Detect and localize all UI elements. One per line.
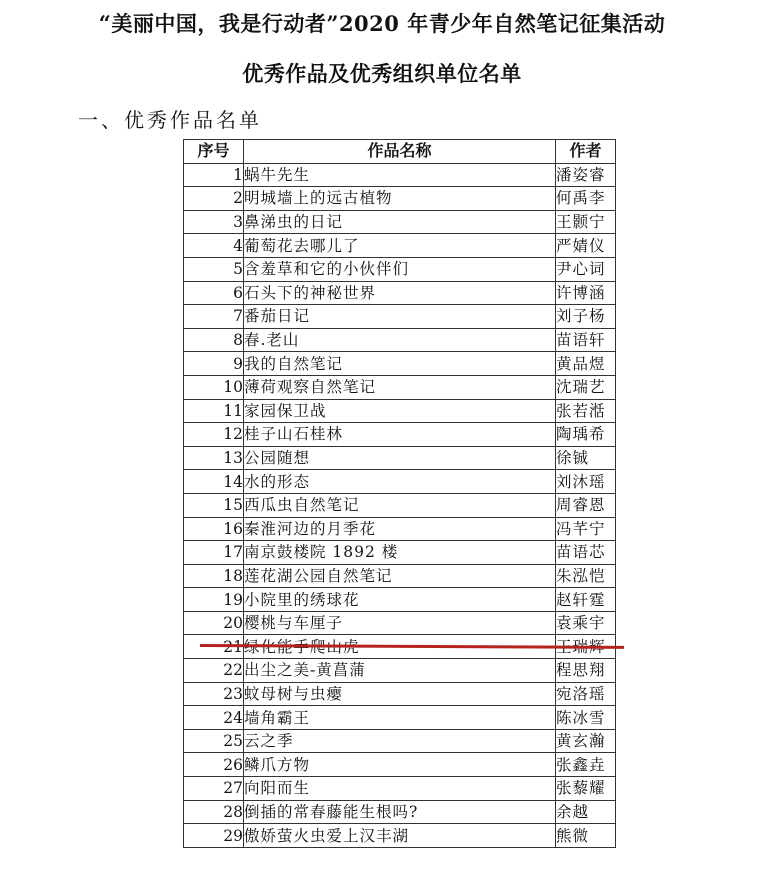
row-number: 16: [184, 517, 244, 541]
author-name: 尹心词: [556, 257, 616, 281]
work-title: 明城墙上的远古植物: [244, 187, 556, 211]
header-author: 作者: [556, 140, 616, 164]
work-title: 鼻涕虫的日记: [244, 210, 556, 234]
work-title: 鳞爪方物: [244, 753, 556, 777]
work-title: 春.老山: [244, 328, 556, 352]
row-number: 5: [184, 257, 244, 281]
author-name: 黄品煜: [556, 352, 616, 376]
row-number: 10: [184, 375, 244, 399]
table-row: [184, 257, 616, 281]
author-name: 王瑞辉: [556, 635, 616, 659]
author-name: 袁乘宇: [556, 611, 616, 635]
table-row: [184, 446, 616, 470]
row-number: 21: [184, 635, 244, 659]
work-title: 倒插的常春藤能生根吗?: [244, 800, 556, 824]
table-row: [184, 611, 616, 635]
row-number: 12: [184, 423, 244, 447]
header-work-title: 作品名称: [244, 140, 556, 164]
work-title: 樱桃与车厘子: [244, 611, 556, 635]
row-number: 19: [184, 588, 244, 612]
row-number: 1: [184, 163, 244, 187]
table-row: [184, 659, 616, 683]
work-title: 绿化能手爬山虎: [244, 635, 556, 659]
table-row: [184, 517, 616, 541]
table-row: [184, 305, 616, 329]
work-title: 含羞草和它的小伙伴们: [244, 257, 556, 281]
header-number: 序号: [184, 140, 244, 164]
table-row: [184, 281, 616, 305]
row-number: 27: [184, 777, 244, 801]
table-row: [184, 470, 616, 494]
table-row: [184, 234, 616, 258]
row-number: 22: [184, 659, 244, 683]
author-name: 陶瑀希: [556, 423, 616, 447]
work-title: 莲花湖公园自然笔记: [244, 564, 556, 588]
row-number: 2: [184, 187, 244, 211]
author-name: 熊微: [556, 824, 616, 848]
table-body: [184, 163, 616, 847]
work-title: 傲娇萤火虫爱上汉丰湖: [244, 824, 556, 848]
work-title: 公园随想: [244, 446, 556, 470]
author-name: 陈冰雪: [556, 706, 616, 730]
author-name: 张鑫垚: [556, 753, 616, 777]
row-number: 23: [184, 682, 244, 706]
row-number: 29: [184, 824, 244, 848]
table-row: [184, 423, 616, 447]
work-title: 我的自然笔记: [244, 352, 556, 376]
row-number: 9: [184, 352, 244, 376]
work-title: 秦淮河边的月季花: [244, 517, 556, 541]
table-row: [184, 541, 616, 565]
author-name: 周睿恩: [556, 493, 616, 517]
table-row: [184, 328, 616, 352]
work-title: 家园保卫战: [244, 399, 556, 423]
work-title: 小院里的绣球花: [244, 588, 556, 612]
author-name: 余越: [556, 800, 616, 824]
table-row: [184, 588, 616, 612]
author-name: 苗语轩: [556, 328, 616, 352]
row-number: 25: [184, 729, 244, 753]
author-name: 王颢宁: [556, 210, 616, 234]
table-row: [184, 564, 616, 588]
table-row: [184, 800, 616, 824]
document-title-line2: 优秀作品及优秀组织单位名单: [242, 61, 522, 86]
work-title: 向阳而生: [244, 777, 556, 801]
work-title: 石头下的神秘世界: [244, 281, 556, 305]
row-number: 6: [184, 281, 244, 305]
work-title: 桂子山石桂林: [244, 423, 556, 447]
row-number: 11: [184, 399, 244, 423]
row-number: 7: [184, 305, 244, 329]
author-name: 刘沐瑶: [556, 470, 616, 494]
author-name: 赵轩霆: [556, 588, 616, 612]
author-name: 苗语芯: [556, 541, 616, 565]
row-number: 28: [184, 800, 244, 824]
row-number: 20: [184, 611, 244, 635]
work-title: 水的形态: [244, 470, 556, 494]
table-row: [184, 753, 616, 777]
row-number: 4: [184, 234, 244, 258]
work-title: 蚊母树与虫瘿: [244, 682, 556, 706]
table-row: [184, 352, 616, 376]
author-name: 严婧仪: [556, 234, 616, 258]
author-name: 宛洛瑶: [556, 682, 616, 706]
table-row: [184, 824, 616, 848]
table-header-row: [184, 140, 616, 164]
table-row: [184, 187, 616, 211]
work-title: 蜗牛先生: [244, 163, 556, 187]
row-number: 17: [184, 541, 244, 565]
row-number: 8: [184, 328, 244, 352]
table-row: [184, 682, 616, 706]
author-name: 朱泓恺: [556, 564, 616, 588]
author-name: 黄玄瀚: [556, 729, 616, 753]
table-row: [184, 777, 616, 801]
author-name: 许博涵: [556, 281, 616, 305]
author-name: 潘姿睿: [556, 163, 616, 187]
table-row: [184, 375, 616, 399]
row-number: 26: [184, 753, 244, 777]
row-number: 24: [184, 706, 244, 730]
row-number: 13: [184, 446, 244, 470]
work-title: 墙角霸王: [244, 706, 556, 730]
author-name: 张藜耀: [556, 777, 616, 801]
author-name: 刘子杨: [556, 305, 616, 329]
table-row: [184, 729, 616, 753]
author-name: 冯芊宁: [556, 517, 616, 541]
document-title-line1: “美丽中国，我是行动者”2020 年青少年自然笔记征集活动: [98, 11, 666, 36]
works-table: [183, 139, 616, 848]
work-title: 番茄日记: [244, 305, 556, 329]
work-title: 薄荷观察自然笔记: [244, 375, 556, 399]
author-name: 张若湉: [556, 399, 616, 423]
row-number: 15: [184, 493, 244, 517]
table-row: [184, 493, 616, 517]
work-title: 南京鼓楼院 1892 楼: [244, 541, 556, 565]
row-number: 3: [184, 210, 244, 234]
author-name: 徐铖: [556, 446, 616, 470]
row-number: 18: [184, 564, 244, 588]
work-title: 西瓜虫自然笔记: [244, 493, 556, 517]
work-title: 出尘之美-黄菖蒲: [244, 659, 556, 683]
author-name: 程思翔: [556, 659, 616, 683]
table-row: [184, 210, 616, 234]
section-heading: 一、优秀作品名单: [78, 108, 262, 132]
table-row: [184, 399, 616, 423]
work-title: 云之季: [244, 729, 556, 753]
row-number: 14: [184, 470, 244, 494]
work-title: 葡萄花去哪儿了: [244, 234, 556, 258]
table-row: [184, 163, 616, 187]
table-row: [184, 706, 616, 730]
author-name: 沈瑞艺: [556, 375, 616, 399]
author-name: 何禹李: [556, 187, 616, 211]
